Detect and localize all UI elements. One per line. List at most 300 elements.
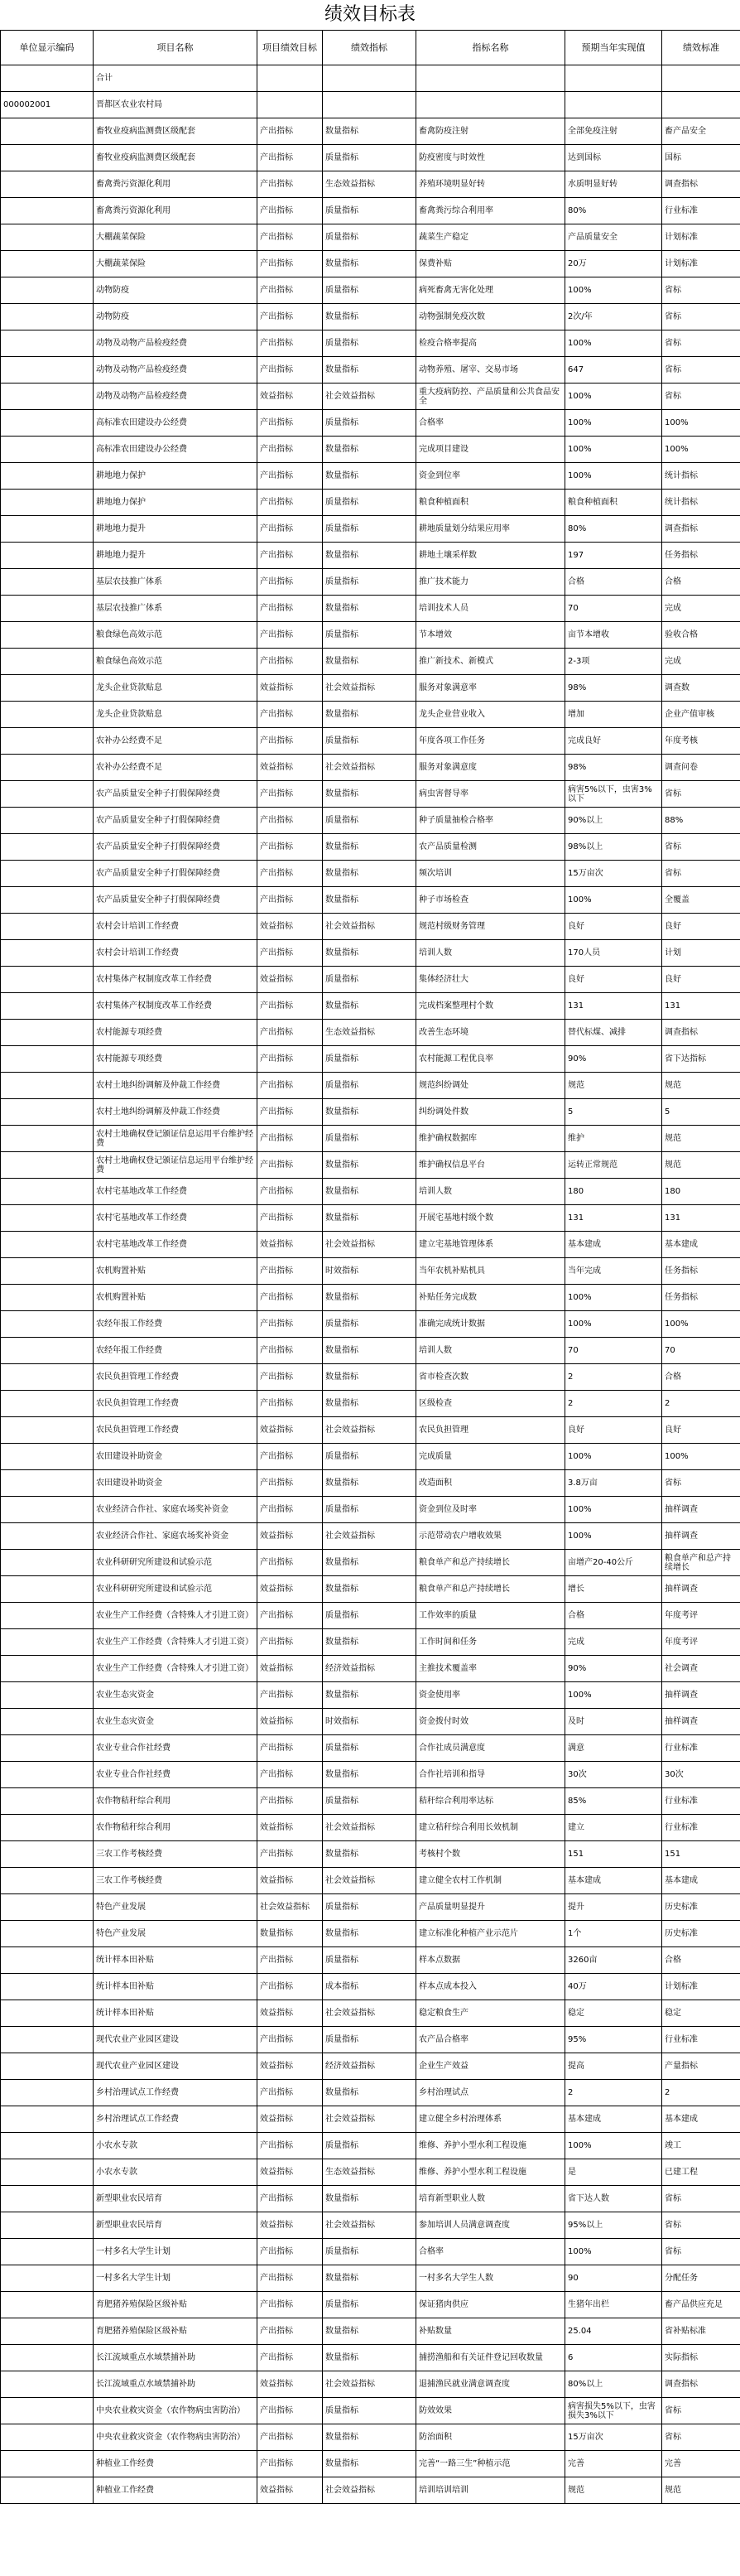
project-name-cell: 乡村治理试点工作经费 — [94, 2080, 257, 2106]
standard-cell: 粮食单产和总产持续增长 — [662, 1550, 740, 1576]
unit-code-cell — [1, 2318, 94, 2345]
standard-cell: 统计指标 — [662, 490, 740, 516]
table-row — [1, 2451, 740, 2477]
project-name-cell: 农经年报工作经费 — [94, 1311, 257, 1338]
standard-cell: 合格 — [662, 569, 740, 596]
indicator-type-cell: 数量指标 — [323, 1152, 416, 1179]
standard-cell: 省标 — [662, 2186, 740, 2212]
table-row — [1, 702, 740, 728]
table-row — [1, 2080, 740, 2106]
expected-value-cell: 3.8万亩 — [565, 1470, 662, 1497]
target-cell: 效益指标 — [257, 2106, 323, 2133]
unit-code-cell: 000002001 — [1, 92, 94, 118]
table-row — [1, 1444, 740, 1470]
expected-value-cell: 省下达人数 — [565, 2186, 662, 2212]
target-cell: 产出指标 — [257, 171, 323, 198]
standard-cell: 完成 — [662, 596, 740, 622]
indicator-name-cell: 畜禽防疫注射 — [416, 118, 565, 145]
project-name-cell: 现代农业产业园区建设 — [94, 2027, 257, 2053]
indicator-type-cell: 质量指标 — [323, 2133, 416, 2159]
indicator-name-cell: 稳定粮食生产 — [416, 2000, 565, 2027]
table-body — [1, 65, 740, 2504]
project-name-cell: 高标准农田建设办公经费 — [94, 410, 257, 437]
indicator-type-cell: 数量指标 — [323, 1179, 416, 1205]
target-cell: 效益指标 — [257, 2053, 323, 2080]
project-name-cell: 农机购置补贴 — [94, 1285, 257, 1311]
indicator-type-cell: 数量指标 — [323, 251, 416, 277]
unit-code-cell — [1, 596, 94, 622]
target-cell: 产出指标 — [257, 1152, 323, 1179]
indicator-type-cell: 质量指标 — [323, 277, 416, 304]
target-cell: 产出指标 — [257, 1470, 323, 1497]
target-cell: 产出指标 — [257, 543, 323, 569]
target-cell: 产出指标 — [257, 622, 323, 649]
project-name-cell: 农民负担管理工作经费 — [94, 1391, 257, 1417]
standard-cell: 调查指标 — [662, 2371, 740, 2398]
standard-cell — [662, 65, 740, 92]
expected-value-cell: 151 — [565, 1841, 662, 1868]
table-row — [1, 410, 740, 437]
project-name-cell: 长江流域重点水域禁捕补助 — [94, 2371, 257, 2398]
target-cell: 效益指标 — [257, 2000, 323, 2027]
project-name-cell: 农作物秸秆综合利用 — [94, 1788, 257, 1815]
standard-cell: 规范 — [662, 1126, 740, 1152]
project-name-cell: 畜牧业疫病监测费区级配套 — [94, 118, 257, 145]
unit-code-cell — [1, 1444, 94, 1470]
project-name-cell: 农业生产工作经费（含特殊人才引进工资） — [94, 1603, 257, 1629]
table-row — [1, 649, 740, 675]
unit-code-cell — [1, 755, 94, 781]
indicator-name-cell: 建立健全乡村治理体系 — [416, 2106, 565, 2133]
standard-cell: 省标 — [662, 861, 740, 887]
expected-value-cell: 95% — [565, 2027, 662, 2053]
standard-cell: 任务指标 — [662, 543, 740, 569]
expected-value-cell: 85% — [565, 1788, 662, 1815]
standard-cell: 省标 — [662, 277, 740, 304]
unit-code-cell — [1, 808, 94, 834]
target-cell: 产出指标 — [257, 808, 323, 834]
standard-cell: 计划标准 — [662, 1974, 740, 2000]
indicator-type-cell: 质量指标 — [323, 1603, 416, 1629]
target-cell: 产出指标 — [257, 834, 323, 861]
standard-cell: 抽样调查 — [662, 1576, 740, 1603]
standard-cell: 任务指标 — [662, 1258, 740, 1285]
target-cell: 产出指标 — [257, 304, 323, 330]
indicator-name-cell: 培育新型职业人数 — [416, 2186, 565, 2212]
standard-cell: 计划 — [662, 940, 740, 967]
expected-value-cell: 良好 — [565, 914, 662, 940]
unit-code-cell — [1, 993, 94, 1020]
target-cell: 效益指标 — [257, 2371, 323, 2398]
indicator-type-cell: 时效指标 — [323, 1709, 416, 1735]
project-name-cell: 农业专业合作社经费 — [94, 1762, 257, 1788]
expected-value-cell: 2次/年 — [565, 304, 662, 330]
expected-value-cell: 全部免疫注射 — [565, 118, 662, 145]
indicator-type-cell: 质量指标 — [323, 1735, 416, 1762]
target-cell: 产出指标 — [257, 887, 323, 914]
indicator-name-cell: 秸秆综合利用率达标 — [416, 1788, 565, 1815]
expected-value-cell: 2 — [565, 1391, 662, 1417]
standard-cell: 分配任务 — [662, 2265, 740, 2292]
unit-code-cell — [1, 410, 94, 437]
expected-value-cell: 是 — [565, 2159, 662, 2186]
target-cell: 产出指标 — [257, 2292, 323, 2318]
unit-code-cell — [1, 2159, 94, 2186]
table-row — [1, 1788, 740, 1815]
project-name-cell: 三农工作考核经费 — [94, 1868, 257, 1894]
project-name-cell: 中央农业救灾资金（农作物病虫害防治） — [94, 2424, 257, 2451]
unit-code-cell — [1, 1073, 94, 1099]
unit-code-cell — [1, 1921, 94, 1947]
indicator-type-cell: 质量指标 — [323, 410, 416, 437]
indicator-name-cell: 建立标准化种植产业示范片 — [416, 1921, 565, 1947]
unit-code-cell — [1, 330, 94, 357]
target-cell: 产出指标 — [257, 224, 323, 251]
expected-value-cell: 80%以上 — [565, 2371, 662, 2398]
target-cell: 产出指标 — [257, 1603, 323, 1629]
indicator-name-cell: 建立健全农村工作机制 — [416, 1868, 565, 1894]
project-name-cell: 大棚蔬菜保险 — [94, 251, 257, 277]
indicator-type-cell: 数量指标 — [323, 1576, 416, 1603]
indicator-type-cell: 质量指标 — [323, 490, 416, 516]
table-row — [1, 2477, 740, 2504]
indicator-name-cell: 防疫密度与时效性 — [416, 145, 565, 171]
standard-cell: 已建工程 — [662, 2159, 740, 2186]
table-row — [1, 1523, 740, 1550]
table-row — [1, 1762, 740, 1788]
target-cell: 产出指标 — [257, 2451, 323, 2477]
indicator-type-cell: 数量指标 — [323, 2265, 416, 2292]
target-cell: 产出指标 — [257, 118, 323, 145]
expected-value-cell: 提高 — [565, 2053, 662, 2080]
indicator-type-cell: 社会效益指标 — [323, 2106, 416, 2133]
table-row — [1, 2053, 740, 2080]
indicator-name-cell: 准确完成统计数据 — [416, 1311, 565, 1338]
indicator-name-cell: 病死畜禽无害化处理 — [416, 277, 565, 304]
indicator-type-cell: 质量指标 — [323, 198, 416, 224]
target-cell: 产出指标 — [257, 1735, 323, 1762]
indicator-name-cell: 完善“一路三生”种植示范 — [416, 2451, 565, 2477]
table-row — [1, 1311, 740, 1338]
indicator-name-cell: 养殖环境明显好转 — [416, 171, 565, 198]
indicator-type-cell: 质量指标 — [323, 569, 416, 596]
expected-value-cell: 增加 — [565, 702, 662, 728]
table-row — [1, 1921, 740, 1947]
expected-value-cell: 100% — [565, 2133, 662, 2159]
table-row — [1, 1232, 740, 1258]
expected-value-cell: 基本建成 — [565, 2106, 662, 2133]
indicator-name-cell: 规范村级财务管理 — [416, 914, 565, 940]
standard-cell: 畜产品供应充足 — [662, 2292, 740, 2318]
indicator-name-cell: 规范纠纷调处 — [416, 1073, 565, 1099]
project-name-cell: 农业生产工作经费（含特殊人才引进工资） — [94, 1656, 257, 1682]
table-row — [1, 808, 740, 834]
table-row — [1, 781, 740, 808]
project-name-cell: 农机购置补贴 — [94, 1258, 257, 1285]
project-name-cell: 新型职业农民培育 — [94, 2186, 257, 2212]
project-name-cell: 动物及动物产品检疫经费 — [94, 384, 257, 410]
indicator-type-cell: 数量指标 — [323, 2345, 416, 2371]
column-header: 指标名称 — [416, 31, 565, 65]
indicator-type-cell: 数量指标 — [323, 1364, 416, 1391]
indicator-type-cell: 质量指标 — [323, 1046, 416, 1073]
project-name-cell: 农作物秸秆综合利用 — [94, 1815, 257, 1841]
table-row — [1, 1020, 740, 1046]
indicator-name-cell: 样本点成本投入 — [416, 1974, 565, 2000]
standard-cell: 省补贴标准 — [662, 2318, 740, 2345]
table-row — [1, 2239, 740, 2265]
project-name-cell: 长江流域重点水域禁捕补助 — [94, 2345, 257, 2371]
indicator-type-cell: 质量指标 — [323, 967, 416, 993]
target-cell: 产出指标 — [257, 145, 323, 171]
indicator-name-cell: 推广技术能力 — [416, 569, 565, 596]
indicator-name-cell: 粮食单产和总产持续增长 — [416, 1550, 565, 1576]
indicator-name-cell: 种子质量抽检合格率 — [416, 808, 565, 834]
unit-code-cell — [1, 1338, 94, 1364]
table-row — [1, 2398, 740, 2424]
indicator-name-cell: 维修、养护小型水利工程设施 — [416, 2133, 565, 2159]
standard-cell: 历史标准 — [662, 1894, 740, 1921]
standard-cell: 验收合格 — [662, 622, 740, 649]
project-name-cell: 农村集体产权制度改革工作经费 — [94, 993, 257, 1020]
indicator-name-cell — [416, 65, 565, 92]
indicator-name-cell: 耕地土壤采样数 — [416, 543, 565, 569]
indicator-type-cell: 经济效益指标 — [323, 1656, 416, 1682]
standard-cell: 统计指标 — [662, 463, 740, 490]
table-row — [1, 596, 740, 622]
column-header: 单位显示编码 — [1, 31, 94, 65]
indicator-type-cell: 数量指标 — [323, 861, 416, 887]
project-name-cell: 农产品质量安全种子打假保障经费 — [94, 861, 257, 887]
expected-value-cell: 维护 — [565, 1126, 662, 1152]
unit-code-cell — [1, 1974, 94, 2000]
target-cell — [257, 92, 323, 118]
unit-code-cell — [1, 2133, 94, 2159]
target-cell: 产出指标 — [257, 649, 323, 675]
project-name-cell: 农产品质量安全种子打假保障经费 — [94, 887, 257, 914]
standard-cell: 计划标准 — [662, 224, 740, 251]
target-cell: 产出指标 — [257, 277, 323, 304]
indicator-type-cell: 数量指标 — [323, 1682, 416, 1709]
indicator-name-cell: 企业生产效益 — [416, 2053, 565, 2080]
expected-value-cell: 良好 — [565, 1417, 662, 1444]
standard-cell: 企业产值审核 — [662, 702, 740, 728]
standard-cell: 省标 — [662, 2239, 740, 2265]
indicator-type-cell: 质量指标 — [323, 808, 416, 834]
table-row — [1, 1974, 740, 2000]
indicator-name-cell: 参加培训人员满意调查度 — [416, 2212, 565, 2239]
standard-cell: 任务指标 — [662, 1285, 740, 1311]
project-name-cell: 现代农业产业园区建设 — [94, 2053, 257, 2080]
target-cell: 产出指标 — [257, 1338, 323, 1364]
standard-cell: 省标 — [662, 2424, 740, 2451]
standard-cell: 良好 — [662, 914, 740, 940]
project-name-cell: 特色产业发展 — [94, 1894, 257, 1921]
target-cell: 产出指标 — [257, 198, 323, 224]
indicator-name-cell: 合格率 — [416, 2239, 565, 2265]
indicator-type-cell: 数量指标 — [323, 1099, 416, 1126]
standard-cell: 省标 — [662, 2398, 740, 2424]
standard-cell: 行业标准 — [662, 1788, 740, 1815]
indicator-type-cell: 社会效益指标 — [323, 384, 416, 410]
table-row — [1, 993, 740, 1020]
indicator-type-cell: 质量指标 — [323, 1311, 416, 1338]
expected-value-cell: 产品质量安全 — [565, 224, 662, 251]
indicator-type-cell: 质量指标 — [323, 2239, 416, 2265]
table-row — [1, 1046, 740, 1073]
expected-value-cell: 亩节本增收 — [565, 622, 662, 649]
indicator-name-cell: 粮食单产和总产持续增长 — [416, 1576, 565, 1603]
indicator-name-cell: 合格率 — [416, 410, 565, 437]
indicator-type-cell: 数量指标 — [323, 1285, 416, 1311]
table-row — [1, 1709, 740, 1735]
indicator-type-cell: 质量指标 — [323, 2292, 416, 2318]
indicator-name-cell: 完成质量 — [416, 1444, 565, 1470]
table-row — [1, 1947, 740, 1974]
expected-value-cell: 满意 — [565, 1735, 662, 1762]
target-cell: 产出指标 — [257, 410, 323, 437]
indicator-name-cell: 合作社培训和指导 — [416, 1762, 565, 1788]
unit-code-cell — [1, 1099, 94, 1126]
indicator-type-cell: 社会效益指标 — [323, 914, 416, 940]
standard-cell: 131 — [662, 1205, 740, 1232]
indicator-name-cell: 农产品质量检测 — [416, 834, 565, 861]
table-row — [1, 198, 740, 224]
expected-value-cell: 90% — [565, 1656, 662, 1682]
target-cell: 产出指标 — [257, 1444, 323, 1470]
table-row — [1, 2292, 740, 2318]
indicator-type-cell: 数量指标 — [323, 2424, 416, 2451]
table-row — [1, 2318, 740, 2345]
indicator-name-cell: 维护确权信息平台 — [416, 1152, 565, 1179]
expected-value-cell: 100% — [565, 410, 662, 437]
unit-code-cell — [1, 2398, 94, 2424]
expected-value-cell — [565, 65, 662, 92]
standard-cell: 省标 — [662, 781, 740, 808]
unit-code-cell — [1, 1311, 94, 1338]
standard-cell: 畜产品安全 — [662, 118, 740, 145]
unit-code-cell — [1, 2451, 94, 2477]
unit-code-cell — [1, 622, 94, 649]
unit-code-cell — [1, 1364, 94, 1391]
indicator-type-cell: 数量指标 — [323, 2080, 416, 2106]
standard-cell: 抽样调查 — [662, 1523, 740, 1550]
indicator-name-cell: 退捕渔民就业满意调查度 — [416, 2371, 565, 2398]
expected-value-cell: 95%以上 — [565, 2212, 662, 2239]
project-name-cell: 动物防疫 — [94, 304, 257, 330]
unit-code-cell — [1, 1947, 94, 1974]
expected-value-cell: 100% — [565, 463, 662, 490]
unit-code-cell — [1, 1629, 94, 1656]
target-cell: 产出指标 — [257, 2424, 323, 2451]
indicator-name-cell: 重大疫病防控、产品质量和公共食品安全 — [416, 384, 565, 410]
table-row — [1, 490, 740, 516]
indicator-type-cell: 数量指标 — [323, 2186, 416, 2212]
project-name-cell: 粮食绿色高效示范 — [94, 649, 257, 675]
expected-value-cell: 1个 — [565, 1921, 662, 1947]
project-name-cell: 农业专业合作社经费 — [94, 1735, 257, 1762]
project-name-cell: 农经年报工作经费 — [94, 1338, 257, 1364]
standard-cell: 30次 — [662, 1762, 740, 1788]
table-row — [1, 1603, 740, 1629]
project-name-cell: 农产品质量安全种子打假保障经费 — [94, 834, 257, 861]
project-name-cell: 耕地地力保护 — [94, 463, 257, 490]
expected-value-cell: 3260亩 — [565, 1947, 662, 1974]
project-name-cell: 农补办公经费不足 — [94, 755, 257, 781]
expected-value-cell: 100% — [565, 887, 662, 914]
indicator-type-cell: 质量指标 — [323, 1788, 416, 1815]
project-name-cell: 农补办公经费不足 — [94, 728, 257, 755]
table-row — [1, 755, 740, 781]
unit-code-cell — [1, 2027, 94, 2053]
table-row — [1, 1205, 740, 1232]
standard-cell: 社会调查 — [662, 1656, 740, 1682]
indicator-name-cell — [416, 92, 565, 118]
project-name-cell: 育肥猪养殖保险区级补贴 — [94, 2318, 257, 2345]
expected-value-cell: 建立 — [565, 1815, 662, 1841]
standard-cell: 规范 — [662, 1152, 740, 1179]
project-name-cell: 农村集体产权制度改革工作经费 — [94, 967, 257, 993]
target-cell: 产出指标 — [257, 702, 323, 728]
project-name-cell: 农业科研研究所建设和试验示范 — [94, 1576, 257, 1603]
indicator-type-cell: 质量指标 — [323, 2398, 416, 2424]
target-cell: 产出指标 — [257, 2027, 323, 2053]
expected-value-cell: 运转正常规范 — [565, 1152, 662, 1179]
project-name-cell: 农村土地纠纷调解及仲裁工作经费 — [94, 1073, 257, 1099]
unit-code-cell — [1, 702, 94, 728]
project-name-cell: 动物及动物产品检疫经费 — [94, 357, 257, 384]
project-name-cell: 高标准农田建设办公经费 — [94, 437, 257, 463]
unit-code-cell — [1, 940, 94, 967]
indicator-name-cell: 完成项目建设 — [416, 437, 565, 463]
expected-value-cell: 90 — [565, 2265, 662, 2292]
standard-cell: 行业标准 — [662, 1815, 740, 1841]
table-row — [1, 65, 740, 92]
expected-value-cell: 100% — [565, 1444, 662, 1470]
indicator-name-cell: 培训人数 — [416, 1338, 565, 1364]
expected-value-cell: 增长 — [565, 1576, 662, 1603]
indicator-name-cell: 防治面积 — [416, 2424, 565, 2451]
table-row — [1, 277, 740, 304]
indicator-type-cell: 数量指标 — [323, 304, 416, 330]
unit-code-cell — [1, 516, 94, 543]
expected-value-cell: 替代标煤、减排 — [565, 1020, 662, 1046]
unit-code-cell — [1, 1417, 94, 1444]
standard-cell: 88% — [662, 808, 740, 834]
indicator-type-cell: 质量指标 — [323, 1126, 416, 1152]
expected-value-cell: 6 — [565, 2345, 662, 2371]
standard-cell: 行业标准 — [662, 2027, 740, 2053]
indicator-type-cell: 数量指标 — [323, 993, 416, 1020]
expected-value-cell: 25.04 — [565, 2318, 662, 2345]
page-title: 绩效目标表 — [324, 4, 416, 25]
target-cell: 效益指标 — [257, 2212, 323, 2239]
target-cell: 产出指标 — [257, 1391, 323, 1417]
project-name-cell: 农业经济合作社、家庭农场奖补资金 — [94, 1497, 257, 1523]
table-row — [1, 437, 740, 463]
indicator-name-cell: 培训培训培训 — [416, 2477, 565, 2504]
indicator-type-cell: 质量指标 — [323, 224, 416, 251]
unit-code-cell — [1, 2000, 94, 2027]
target-cell: 产出指标 — [257, 490, 323, 516]
target-cell: 效益指标 — [257, 384, 323, 410]
target-cell: 产出指标 — [257, 1550, 323, 1576]
indicator-type-cell: 数量指标 — [323, 702, 416, 728]
unit-code-cell — [1, 1656, 94, 1682]
table-row — [1, 1682, 740, 1709]
target-cell: 产出指标 — [257, 940, 323, 967]
standard-cell: 行业标准 — [662, 1735, 740, 1762]
